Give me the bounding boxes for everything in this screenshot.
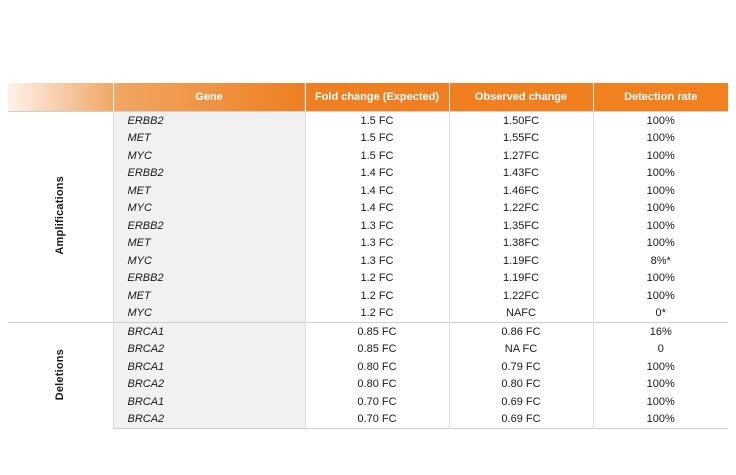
expected-fold-change: 1.5 FC [305,130,449,148]
detection-rate: 100% [593,147,728,165]
table-body [8,112,728,429]
detection-rate: 100% [593,200,728,218]
observed-change: NAFC [449,305,593,323]
observed-change: 1.43FC [449,165,593,183]
expected-fold-change: 0.80 FC [305,358,449,376]
observed-change: 1.19FC [449,252,593,270]
gene-name: BRCA1 [113,323,305,341]
gene-name: MET [113,130,305,148]
column-header-detection: Detection rate [593,83,728,112]
expected-fold-change: 1.5 FC [305,112,449,130]
table-row [8,287,728,305]
detection-rate: 100% [593,130,728,148]
detection-rate: 100% [593,270,728,288]
gene-name: ERBB2 [113,112,305,130]
group-label-deletions [8,323,113,429]
detection-rate: 100% [593,165,728,183]
expected-fold-change: 1.2 FC [305,287,449,305]
observed-change: 1.27FC [449,147,593,165]
table-row [8,217,728,235]
gene-name: BRCA2 [113,411,305,429]
detection-rate: 100% [593,376,728,394]
detection-rate: 100% [593,235,728,253]
table-row [8,411,728,429]
table-row [8,270,728,288]
table-row [8,252,728,270]
gene-name: BRCA1 [113,358,305,376]
expected-fold-change: 0.70 FC [305,411,449,429]
group-label-text: Deletions [54,348,67,400]
gene-name: ERBB2 [113,270,305,288]
table-row [8,235,728,253]
gene-name: MET [113,182,305,200]
gene-name: MET [113,235,305,253]
expected-fold-change: 1.5 FC [305,147,449,165]
expected-fold-change: 0.85 FC [305,341,449,359]
gene-name: BRCA2 [113,341,305,359]
table-row [8,200,728,218]
detection-rate: 16% [593,323,728,341]
table-row [8,112,728,130]
gene-name: BRCA2 [113,376,305,394]
table-row [8,165,728,183]
table-header-row [8,83,728,112]
gene-name: MYC [113,252,305,270]
expected-fold-change: 1.2 FC [305,305,449,323]
expected-fold-change: 1.3 FC [305,217,449,235]
observed-change: NA FC [449,341,593,359]
expected-fold-change: 1.3 FC [305,252,449,270]
expected-fold-change: 0.70 FC [305,393,449,411]
gene-name: MET [113,287,305,305]
detection-rate: 0* [593,305,728,323]
results-table [8,83,728,429]
detection-rate: 100% [593,287,728,305]
detection-rate: 100% [593,393,728,411]
expected-fold-change: 1.3 FC [305,235,449,253]
column-header-group [8,83,113,112]
expected-fold-change: 1.4 FC [305,165,449,183]
gene-name: MYC [113,200,305,218]
observed-change: 1.22FC [449,200,593,218]
expected-fold-change: 1.2 FC [305,270,449,288]
expected-fold-change: 0.80 FC [305,376,449,394]
observed-change: 0.69 FC [449,393,593,411]
table-row [8,376,728,394]
gene-name: ERBB2 [113,217,305,235]
table-row [8,130,728,148]
observed-change: 1.22FC [449,287,593,305]
observed-change: 0.79 FC [449,358,593,376]
detection-rate: 8%* [593,252,728,270]
detection-rate: 100% [593,217,728,235]
table-row [8,182,728,200]
observed-change: 1.38FC [449,235,593,253]
observed-change: 1.46FC [449,182,593,200]
gene-name: BRCA1 [113,393,305,411]
expected-fold-change: 1.4 FC [305,182,449,200]
column-header-observed: Observed change [449,83,593,112]
table-row [8,323,728,341]
detection-rate: 100% [593,358,728,376]
observed-change: 0.69 FC [449,411,593,429]
table-header [8,83,728,112]
column-header-expected: Fold change (Expected) [305,83,449,112]
expected-fold-change: 1.4 FC [305,200,449,218]
column-header-gene: Gene [113,83,305,112]
observed-change: 1.19FC [449,270,593,288]
gene-name: ERBB2 [113,165,305,183]
observed-change: 0.80 FC [449,376,593,394]
observed-change: 1.50FC [449,112,593,130]
gene-name: MYC [113,147,305,165]
table-row [8,147,728,165]
table-row [8,341,728,359]
detection-rate: 0 [593,341,728,359]
observed-change: 1.35FC [449,217,593,235]
table-row [8,305,728,323]
table-row [8,393,728,411]
detection-rate: 100% [593,411,728,429]
observed-change: 0.86 FC [449,323,593,341]
group-label-amplifications [8,112,113,323]
observed-change: 1.55FC [449,130,593,148]
detection-rate: 100% [593,112,728,130]
expected-fold-change: 0.85 FC [305,323,449,341]
table-row [8,358,728,376]
gene-name: MYC [113,305,305,323]
detection-rate: 100% [593,182,728,200]
group-label-text: Amplifications [54,176,67,255]
